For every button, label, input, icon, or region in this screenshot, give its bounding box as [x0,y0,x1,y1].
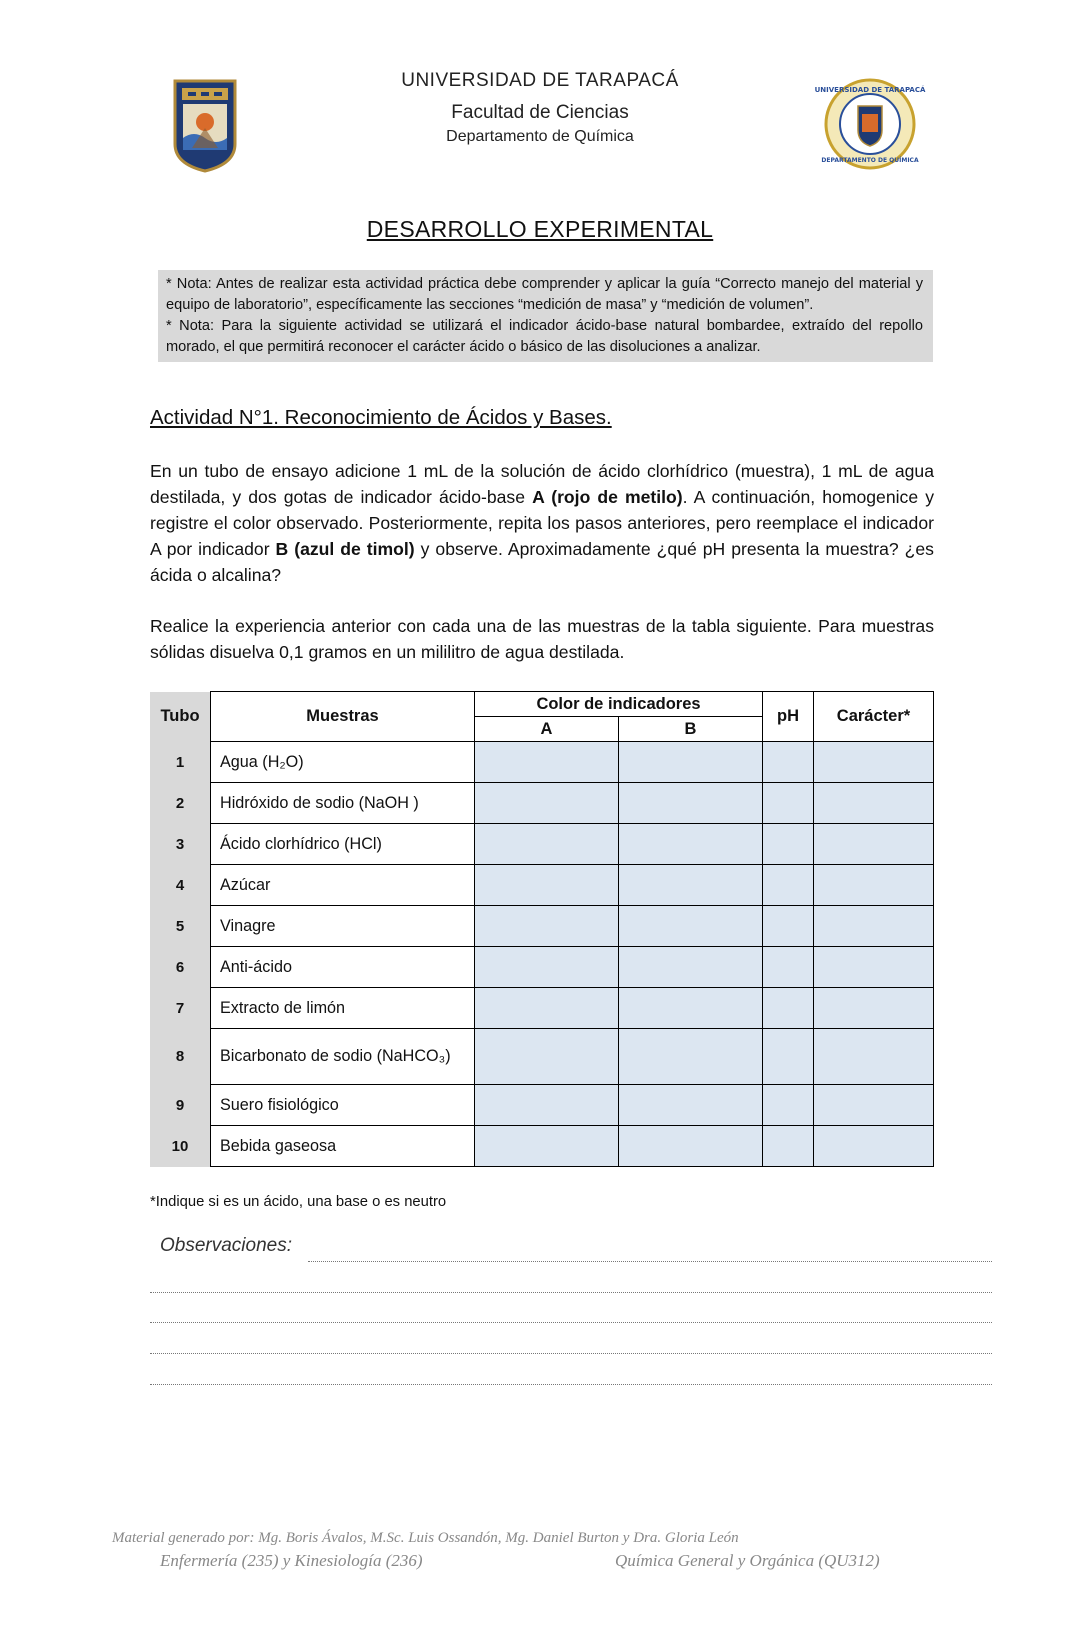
table-row [150,988,934,1029]
caracter-cell[interactable] [814,906,934,947]
ph-cell[interactable] [763,988,814,1029]
ph-cell[interactable] [763,1085,814,1126]
observation-line[interactable] [150,1292,992,1293]
ph-cell[interactable] [763,783,814,824]
table-row [150,824,934,865]
caracter-cell[interactable] [814,1085,934,1126]
color-a-cell[interactable] [475,988,619,1029]
seal-text-bottom: DEPARTAMENTO DE QUÍMICA [821,157,919,164]
header-tubo: Tubo [150,692,211,742]
sample-name: Hidróxido de sodio (NaOH ) [211,783,475,824]
observation-line[interactable] [150,1353,992,1354]
color-a-cell[interactable] [475,783,619,824]
ph-cell[interactable] [763,1029,814,1085]
sample-name: Extracto de limón [211,988,475,1029]
credits-authors: Material generado por: Mg. Boris Ávalos, M.Sc. Luis Ossandón, Mg. Daniel Burton y Dra. Gloria León [112,1530,739,1546]
color-a-cell[interactable] [475,742,619,783]
sample-name: Agua (H₂O) [211,742,475,783]
table-row [150,865,934,906]
university-name: UNIVERSIDAD DE TARAPACÁ [401,70,679,91]
color-b-cell[interactable] [619,783,763,824]
tubo-number: 5 [150,906,211,947]
ph-cell[interactable] [763,865,814,906]
table-row [150,783,934,824]
caracter-cell[interactable] [814,824,934,865]
header-muestras: Muestras [211,692,475,742]
sample-name: Bebida gaseosa [211,1126,475,1167]
color-b-cell[interactable] [619,906,763,947]
paragraph-text: . A continuación, homogenice y registre el color observado. Posteriormente, repita los pasos anteriores, pero reemplace el indicador A por indicador [150,487,934,559]
caracter-cell[interactable] [814,783,934,824]
header-ph: pH [763,692,814,742]
ph-cell[interactable] [763,742,814,783]
observation-line[interactable] [308,1261,992,1262]
table-row [150,1029,934,1085]
seal-text-top: UNIVERSIDAD DE TARAPACÁ [814,86,926,94]
color-a-cell[interactable] [475,1029,619,1085]
note-box [158,270,933,362]
color-a-cell[interactable] [475,947,619,988]
tubo-number: 8 [150,1029,211,1085]
sample-name: Suero fisiológico [211,1085,475,1126]
table-row [150,1085,934,1126]
observation-line[interactable] [150,1322,992,1323]
table-row [150,947,934,988]
color-b-cell[interactable] [619,1126,763,1167]
tubo-number: 7 [150,988,211,1029]
ph-cell[interactable] [763,824,814,865]
note-2: * Nota: Para la siguiente actividad se utilizará el indicador ácido-base natural bombardee, extraído del repollo morado, el que permitirá reconocer el carácter ácido o básico de las disoluciones a analizar. [166,318,923,355]
instructions-paragraph [150,458,934,588]
color-b-cell[interactable] [619,1029,763,1085]
color-a-cell[interactable] [475,865,619,906]
ph-cell[interactable] [763,947,814,988]
caracter-cell[interactable] [814,742,934,783]
caracter-cell[interactable] [814,1029,934,1085]
sample-name: Bicarbonato de sodio (NaHCO₃) [211,1029,475,1085]
ph-cell[interactable] [763,906,814,947]
tubo-number: 9 [150,1085,211,1126]
sample-name: Azúcar [211,865,475,906]
color-a-cell[interactable] [475,824,619,865]
color-a-cell[interactable] [475,906,619,947]
department-seal-logo [814,78,926,170]
color-b-cell[interactable] [619,824,763,865]
color-b-cell[interactable] [619,865,763,906]
caracter-cell[interactable] [814,947,934,988]
caracter-cell[interactable] [814,865,934,906]
color-b-cell[interactable] [619,742,763,783]
header-indicator-a: A [475,717,619,742]
color-a-cell[interactable] [475,1085,619,1126]
paragraph-text: En un tubo de ensayo adicione 1 mL de la solución de ácido clorhídrico (muestra), 1 mL de agua destilada, y dos gotas de indicador ácido-base [150,461,934,507]
sample-name: Anti-ácido [211,947,475,988]
ph-cell[interactable] [763,1126,814,1167]
observations-label: Observaciones: [160,1235,293,1256]
table-row [150,742,934,783]
tubo-number: 1 [150,742,211,783]
sample-name: Ácido clorhídrico (HCl) [211,824,475,865]
paragraph-text: y observe. Aproximadamente ¿qué pH presenta la muestra? ¿es ácida o alcalina? [150,539,934,585]
color-b-cell[interactable] [619,988,763,1029]
faculty-name: Facultad de Ciencias [451,102,629,123]
sample-name: Vinagre [211,906,475,947]
color-b-cell[interactable] [619,947,763,988]
tubo-number: 4 [150,865,211,906]
indicator-a-label: A (rojo de metilo) [532,487,683,507]
credits-course: Química General y Orgánica (QU312) [615,1551,880,1570]
tubo-number: 3 [150,824,211,865]
department-name: Departamento de Química [446,128,634,145]
footnote: *Indique si es un ácido, una base o es neutro [150,1194,447,1210]
credits-programs: Enfermería (235) y Kinesiología (236) [160,1551,423,1570]
table-row [150,906,934,947]
paragraph-text: Realice la experiencia anterior con cada una de las muestras de la tabla siguiente. Para muestras sólidas disuelva 0,1 gramos en un mililitro de agua destilada. [150,616,934,662]
color-b-cell[interactable] [619,1085,763,1126]
table-row [150,1126,934,1167]
note-1: * Nota: Antes de realizar esta actividad práctica debe comprender y aplicar la guía “Correcto manejo del material y equipo de laboratorio”, específicamente las secciones “medición de masa” y “medición de volumen”. [166,276,923,313]
tubo-number: 10 [150,1126,211,1167]
caracter-cell[interactable] [814,1126,934,1167]
page-title: DESARROLLO EXPERIMENTAL [366,216,714,242]
university-crest-logo [172,78,238,174]
caracter-cell[interactable] [814,988,934,1029]
tubo-number: 2 [150,783,211,824]
observation-line[interactable] [150,1384,992,1385]
header-indicator-b: B [619,717,763,742]
tubo-number: 6 [150,947,211,988]
samples-paragraph [150,613,934,665]
samples-table [150,691,934,1167]
indicator-b-label: B (azul de timol) [275,539,415,559]
header-caracter: Carácter* [814,692,934,742]
activity-title: Actividad N°1. Reconocimiento de Ácidos y Bases. [150,406,612,429]
header-color-indicadores: Color de indicadores [475,692,763,717]
color-a-cell[interactable] [475,1126,619,1167]
